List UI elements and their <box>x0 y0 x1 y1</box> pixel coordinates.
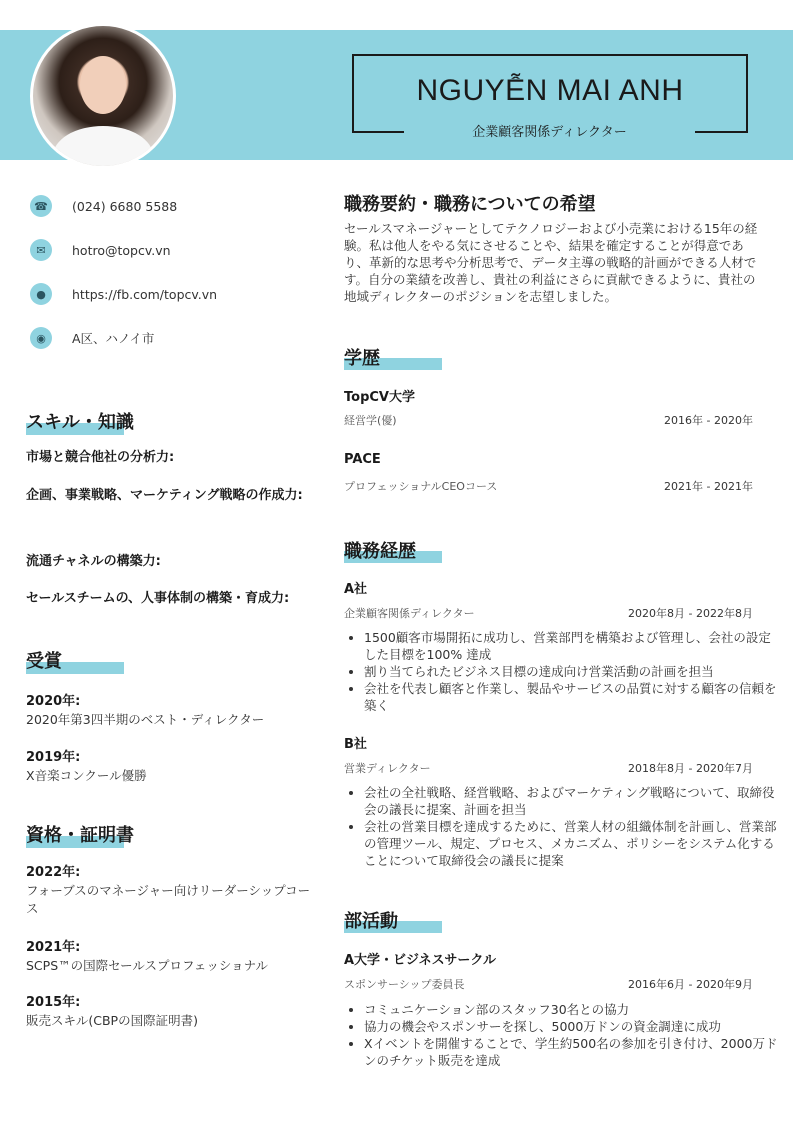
activity-org: A大学・ビジネスサークル <box>344 953 497 968</box>
activity-role: スポンサーシップ委員長 <box>344 978 465 991</box>
award-year: 2020年: <box>26 694 81 709</box>
experience-date: 2020年8月 - 2022年8月 <box>628 607 753 620</box>
skill-item: 市場と競合他社の分析力: <box>26 450 175 465</box>
award-desc: 2020年第3四半期のベスト・ディレクター <box>26 712 265 727</box>
experience-date: 2018年8月 - 2020年7月 <box>628 762 753 775</box>
summary-title: 職務要約・職務についての希望 <box>344 194 596 215</box>
experience-role: 営業ディレクター <box>344 762 431 775</box>
activities-title: 部活動 <box>344 911 398 932</box>
cert-year: 2022年: <box>26 865 81 880</box>
globe-icon: ● <box>30 283 52 305</box>
contact-website[interactable] <box>30 283 217 305</box>
photo-face <box>80 56 126 114</box>
activity-date: 2016年6月 - 2020年9月 <box>628 978 753 991</box>
name-frame-bottom-left <box>352 131 404 133</box>
education-degree: 経営学(優) <box>344 414 397 427</box>
contact-text: (024) 6680 5588 <box>72 198 178 214</box>
contact-text[interactable]: https://fb.com/topcv.vn <box>72 286 218 302</box>
skill-item: 企画、事業戦略、マーケティング戦略の作成力: <box>26 488 303 503</box>
skills-title: スキル・知識 <box>26 412 134 433</box>
list-item: • 会社を代表し顧客と作業し、製品やサービスの品質に対する顧客の信頼を築く <box>364 680 782 714</box>
photo-shirt <box>53 126 153 169</box>
cert-year: 2021年: <box>26 940 81 955</box>
cert-desc: SCPS™の国際セールスプロフェッショナル <box>26 958 269 973</box>
phone-icon: ☎ <box>30 195 52 217</box>
contact-text: hotro@topcv.vn <box>72 242 171 258</box>
skill-item: 流通チャネルの構築力: <box>26 554 161 569</box>
education-degree: プロフェッショナルCEOコース <box>344 480 498 493</box>
list-item: • 割り当てられたビジネス目標の達成向け営業活動の計画を担当 <box>364 663 782 680</box>
candidate-name: NGUYỄN MAI ANH <box>416 74 684 107</box>
cert-year: 2015年: <box>26 995 81 1010</box>
experience-role: 企業顧客関係ディレクター <box>344 607 475 620</box>
summary-text: セールスマネージャーとしてテクノロジーおよび小売業における15年の経験。私は他人をやる気にさせることや、結果を確定することが得意であり、革新的な思考や分析思考で、データ主導の戦略的計画ができる人材です。自分の業績を改善し、貴社の利益にさらに貢献できるように、貴社の地域ディレクターのポジションを志望しました。 <box>344 221 758 304</box>
contact-address <box>30 327 154 349</box>
candidate-title: 企業顧客関係ディレクター <box>472 125 627 140</box>
experience-company: B社 <box>344 737 367 752</box>
location-icon: ◉ <box>30 327 52 349</box>
education-date: 2016年 - 2020年 <box>664 414 753 427</box>
skill-item: セールスチームの、人事体制の構築・育成力: <box>26 591 290 606</box>
education-date: 2021年 - 2021年 <box>664 480 753 493</box>
list-item: • コミュニケーション部のスタッフ30名との協力 <box>364 1001 782 1018</box>
contact-text: A区、ハノイ市 <box>72 331 155 346</box>
activity-bullets <box>346 1001 782 1069</box>
profile-photo <box>30 23 176 169</box>
name-frame-bottom-right <box>695 131 748 133</box>
contact-phone <box>30 195 177 217</box>
experience-bullets <box>346 629 782 714</box>
experience-title: 職務経歴 <box>344 541 416 562</box>
education-org: PACE <box>344 452 381 467</box>
experience-bullets <box>346 784 782 869</box>
certs-title: 資格・証明書 <box>26 825 134 846</box>
education-org: TopCV大学 <box>344 390 415 405</box>
list-item: • 協力の機会やスポンサーを探し、5000万ドンの資金調達に成功 <box>364 1018 782 1035</box>
cert-desc: 販売スキル(CBPの国際証明書) <box>26 1013 198 1028</box>
list-item: • 会社の全社戦略、経営戦略、およびマーケティング戦略について、取締役会の議長に提案、計画を担当 <box>364 784 782 818</box>
list-item: • Xイベントを開催することで、学生約500名の参加を引き付け、2000万ドンのチケット販売を達成 <box>364 1035 782 1069</box>
awards-title: 受賞 <box>26 651 62 672</box>
list-item: • 1500顧客市場開拓に成功し、営業部門を構築および管理し、会社の設定した目標を100% 達成 <box>364 629 782 663</box>
experience-company: A社 <box>344 582 368 597</box>
award-year: 2019年: <box>26 750 81 765</box>
cert-desc: フォーブスのマネージャー向けリーダーシップコース <box>26 883 311 916</box>
email-icon: ✉ <box>30 239 52 261</box>
education-title: 学歴 <box>344 348 380 369</box>
list-item: • 会社の営業目標を達成するために、営業人材の組織体制を計画し、営業部の管理ツール、規定、プロセス、メカニズム、ポリシーをシステム化することについて取締役会の議長に提案 <box>364 818 782 869</box>
contact-email <box>30 239 171 261</box>
award-desc: X音楽コンクール優勝 <box>26 768 147 783</box>
